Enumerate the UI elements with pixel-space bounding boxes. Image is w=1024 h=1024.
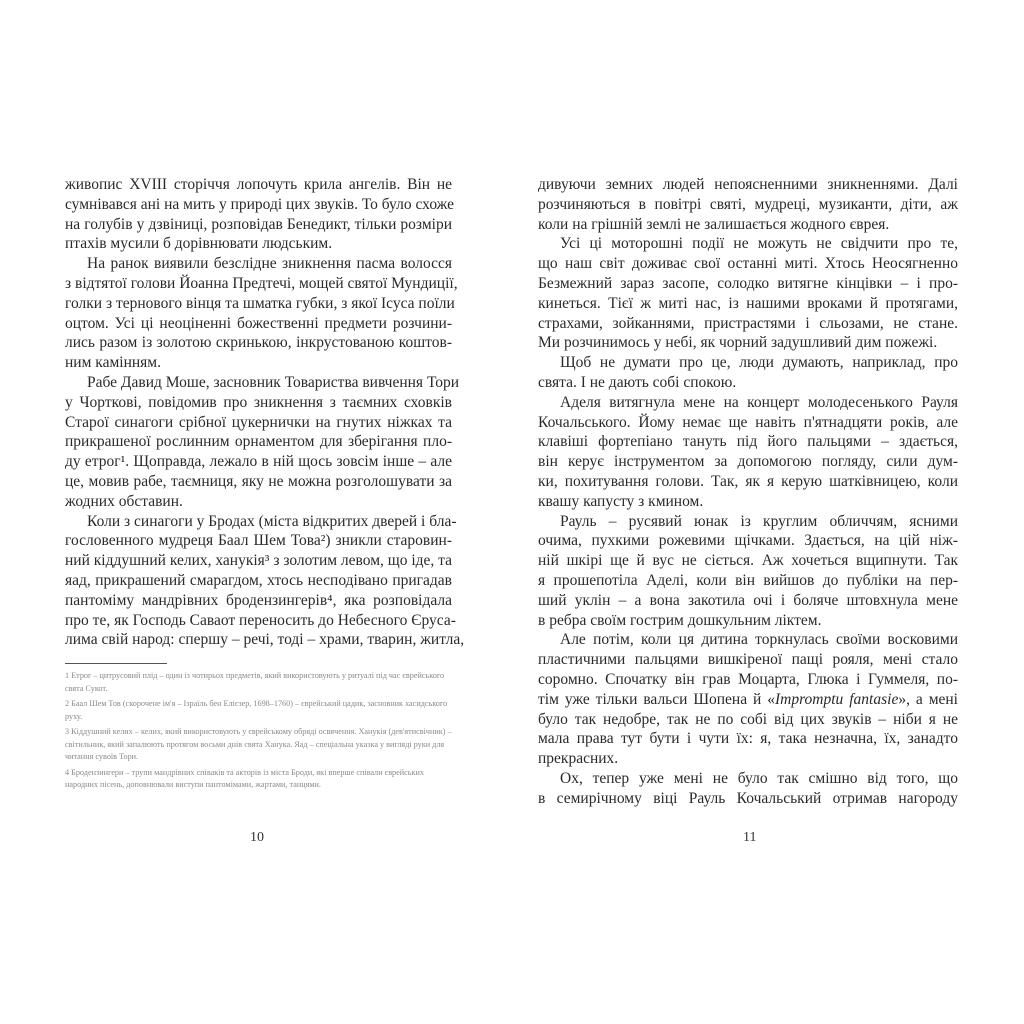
text-line: жодних обставин. [65,492,183,510]
text-line: Рабе Давид Моше, засновник Товариства вивчення Тори [87,373,460,391]
text-line: живопис XVIII сторіччя лопочуть крила ангелів. Він не [65,176,452,193]
text-line: в ребра своїм гострим дошкульним ліктем. [538,611,822,629]
text-line: Коли з синагоги у Бродах (міста відкритих дверей і бла- [87,512,457,530]
text-line: На ранок виявили безслідне зникнення пасма волосся [87,255,452,273]
text-line: страхами, зойканнями, пристрастями і сльозами, не стане. [538,314,958,332]
page-number-left: 10 [250,830,264,845]
text-line: гословенного мудреця Баал Шем Това²) зникли старовин- [65,532,452,550]
text-line: ки, похитування голови. Так, як я керую шатківницею, коли [538,472,958,490]
footnote: 2 Баал Шем Тов (скорочене ім'я – Ізраїль бен Елієзер, 1698–1760) – єврейський цадик, засновник хасидського руху. [65,699,448,721]
text-line: в семирічному віці Рауль Кочальський отримав нагороду [538,789,958,807]
text-line: прикрашеної рослинним орнаментом для зберігання пло- [65,433,452,451]
footnote: 4 Бродензингери – трупи мандрівних співаків та акторів із міста Броди, які вперше співали єврейських народних пісень, доповнювали виступи пантомімами, жартами, танцями. [65,767,424,789]
text-line: лима свій народ: спершу – речі, тоді – храми, тварин, житла, [65,631,465,649]
text-line: з відтятої голови Йоанна Предтечі, мощей святої Мундиції, [65,274,458,292]
text-line: у Чорткові, повідомив про зникнення з таємних сховків [65,393,452,411]
text-line: Аделя витягнула мене на концерт молодесенького Рауля [560,393,958,411]
text-line: я прошепотіла Аделі, коли він вийшов до публіки на пер- [538,571,958,589]
text-line: очима, пухкими рожевими щічками. Здається, на цій ніж- [538,532,958,550]
text-line: дивуючи земних людей непоясненними зникненнями. Далі [538,176,958,193]
text-line: тім уже тільки вальси Шопена й «Impromptu fantasie», а мені [538,690,958,708]
text-line: мала права тут бути і чути їх: я, така незначна, їх, занадто [538,730,958,748]
text-line: Ох, тепер уже мені не було так смішно від того, що [560,769,958,787]
footnote-divider [65,663,167,664]
text-line: ним камінням. [65,354,161,372]
text-line: свята. І не дають собі спокою. [538,373,737,391]
text-line: птахів мусили б дорівнювати людським. [65,235,333,253]
text-line: пластичними пальцями вишкіреної пащі рояля, мені стало [538,651,958,669]
text-line: лись разом із золотою скринькою, інкрустованою коштов- [65,334,452,352]
text-line: розчиняються в повітрі святі, мудреці, музиканти, діти, аж [538,195,958,213]
footnote: 3 Кіддушний келих – келих, який використовують у єврейському обряді освячення. Ханукія (дев'ятисвічник) – світильник, який запалюють протягом восьми днів свята Ханука. Яад – спеціальна указка у вигляді руки для читання сувоїв Тори. [65,727,452,761]
text-line: про те, як Господь Саваот переносить до Небесного Єруса- [65,611,456,629]
text-line: пантоміму мандрівних бродензингерів⁴, яка розповідала [65,591,452,609]
text-line: ший уклін – а вона закотила очі і боляче штовхнула мене [538,591,958,609]
text-line: соромно. Спочатку він грав Моцарта, Глюка і Гуммеля, по- [538,670,958,688]
footnote: 1 Етрог – цитрусовий плід – один із чотирьох предметів, який використовують у ритуалі під час єврейського свята Сукот. [65,671,445,693]
text-line: коли на грішній землі не залишається жодного єврея. [538,215,890,233]
text-line: ний кіддушний келих, ханукія³ з золотим левом, що іде, та [65,552,453,570]
text-line: Кочальського. Йому немає ще навіть п'ятнадцяти років, але [538,413,958,431]
text-line: Ми розчинимось у небі, як чорний задушливий дим пожежі. [538,334,938,352]
text-line: голки з тернового вінця та шматка губки, з якої Ісуса поїли [65,294,455,312]
footnotes [65,670,452,795]
text-line: він керує інструментом за допомогою погляду, сили дум- [538,453,958,471]
text-line: це, мовив рабе, таємниця, яку не можна розголошувати за [65,472,452,490]
text-line: Старої синагоги срібної цукернички на гнутих ніжках та [65,413,452,431]
text-line: сумнівався ані на мить у природі цих звуків. То було схоже [65,195,455,213]
text-line: кинеться. Тієї ж миті нас, із нашими вроками й протягами, [538,294,958,312]
text-line: на голубів у дзвіниці, розповідав Бенедикт, тільки розміри [65,215,452,233]
text-line: Щоб не думати про це, люди думають, наприклад, про [560,354,958,372]
text-line: Усі ці моторошні події не можуть не свідчити про те, [560,235,958,253]
text-line: клавіші фортепіано тануть під його пальцями – здається, [538,433,958,451]
text-line: було так недобре, так не по собі від цих звуків – ніби я не [538,710,958,728]
text-line: що наш світ доживає свої останні миті. Хтось Неосягненно [538,255,958,273]
left-page-body [65,175,465,650]
text-line: Рауль – русявий юнак із круглим обличчям, ясними [560,512,958,530]
text-line: Безмежний зараз засопе, солодко витягне кінцівки – і про- [538,274,958,292]
right-page-body [538,175,958,809]
text-line: Але потім, коли ця дитина торкнулась своїми восковими [560,631,958,649]
text-line: ній шкірі ще й вус не сіється. Аж хочеться вщипнути. Так [538,552,958,570]
text-line: квашу капусту з кмином. [538,492,704,510]
text-line: прекрасних. [538,750,619,768]
text-line: яад, прикрашений смарагдом, хтось несподівано пригадав [65,571,452,589]
page-number-right: 11 [743,830,757,845]
text-line: ду етрог¹. Щоправда, лежало в ній щось зовсім інше – але [65,453,452,471]
text-line: оцтом. Усі ці неоціненні божественні предмети розчини- [65,314,452,332]
italic-title: Impromptu fantasie [775,690,899,708]
